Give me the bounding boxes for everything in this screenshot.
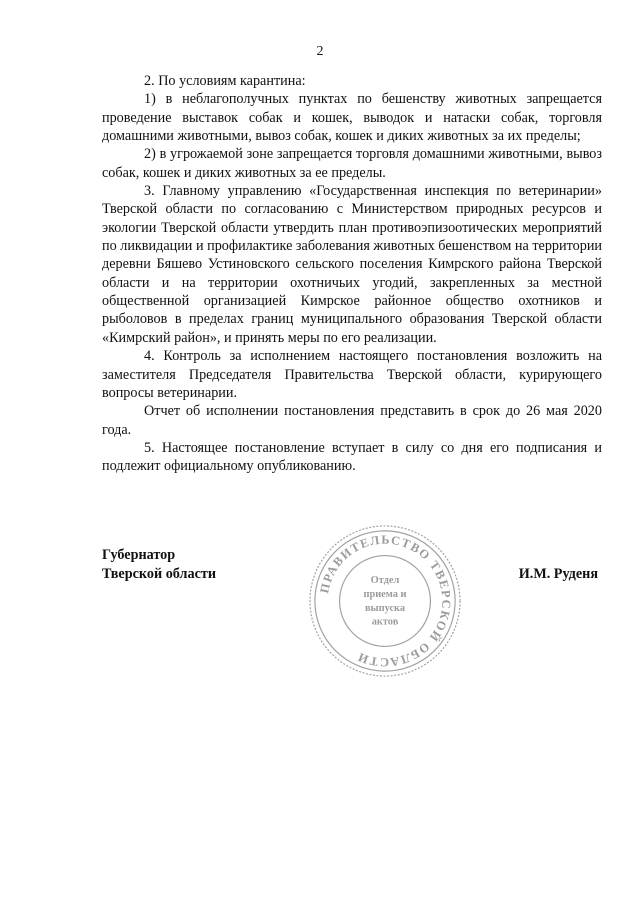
page-number: 2	[316, 44, 324, 59]
official-seal	[306, 522, 464, 680]
svg-text:приема и: приема и	[363, 589, 407, 601]
signature-block	[102, 532, 602, 686]
signatory-title	[102, 546, 216, 584]
signatory-name: И.М. Руденя	[518, 566, 598, 582]
paragraph-control: 4. Контроль за исполнением настоящего постановления возложить на заместителя Председателя Правительства Тверской области, курирующего вопросы ветеринарии.	[102, 348, 602, 401]
svg-text:актов: актов	[371, 616, 399, 628]
paragraph-entry-into-force: 5. Настоящее постановление вступает в силу со дня его подписания и подлежит официальному опубликованию.	[102, 439, 602, 475]
signatory-title-line1: Губернатор	[102, 547, 176, 563]
paragraph-threatened-zone: 2) в угрожаемой зоне запрещается торговля домашними животными, вывоз собак, кошек и диких животных за ее пределы.	[102, 146, 602, 181]
signatory-title-line2: Тверской области	[102, 566, 217, 582]
paragraph-disadvantaged-areas: 1) в неблагополучных пунктах по бешенству животных запрещается проведение выставок собак и кошек, выводок и натаски собак, торговля домашними животными, вывоз собак, кошек и диких животных за их пределы;	[102, 91, 602, 145]
paragraph-report-deadline: Отчет об исполнении постановления представить в срок до 26 мая 2020 года.	[102, 403, 602, 438]
svg-text:выпуска: выпуска	[364, 602, 406, 614]
document-body	[102, 72, 602, 476]
svg-text:ПРАВИТЕЛЬСТВО ТВЕРСКОЙ ОБЛАСТИ: ПРАВИТЕЛЬСТВО ТВЕРСКОЙ ОБЛАСТИ	[317, 532, 454, 670]
paragraph-quarantine-conditions: 2. По условиям карантина:	[144, 73, 306, 89]
svg-text:Отдел: Отдел	[370, 575, 400, 587]
paragraph-vet-inspection-plan: 3. Главному управлению «Государственная инспекция по ветеринарии» Тверской области по согласованию с Министерством природных ресурсов и экологии Тверской области утвердить план противоэпизоотических мероприятий по ликвидации и профилактике заболевания животных бешенством на территории деревни Бяшево Устиновского сельского поселения Кимрского района Тверской области и на территории охотничьих угодий, закрепленных за местной общественной организацией Кимрское районное общество охотников и рыболовов в пределах границ муниципального образования Тверской области «Кимрский район», и принять меры по его реализации.	[102, 183, 602, 346]
